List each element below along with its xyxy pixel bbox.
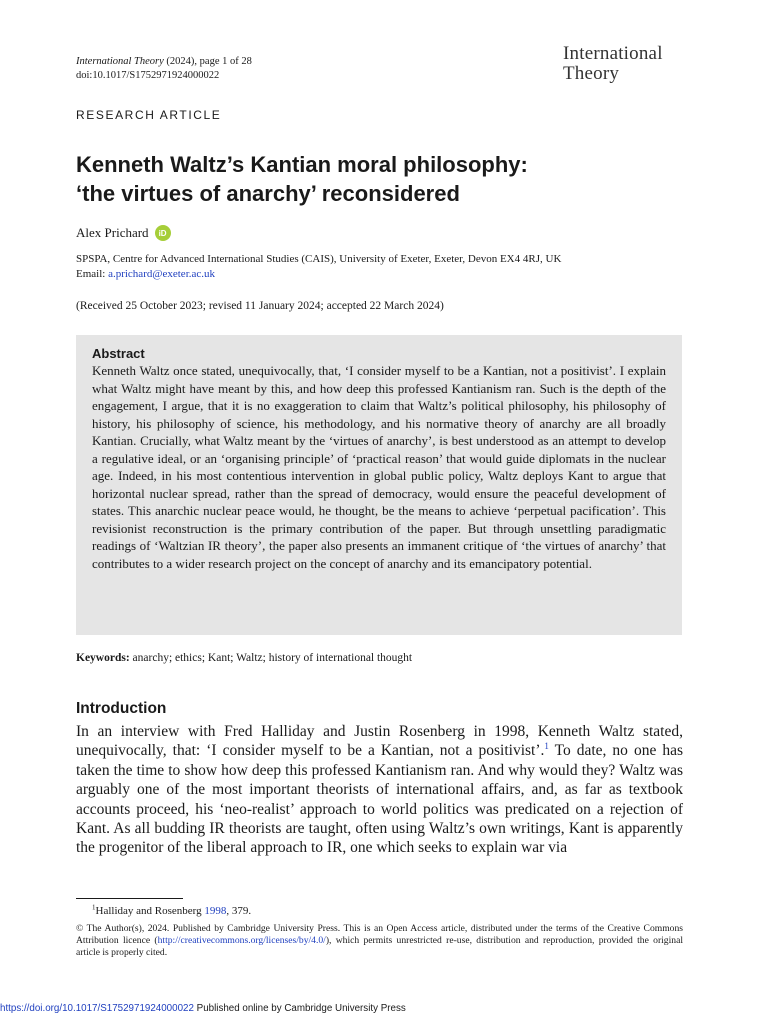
license-link[interactable]: http://creativecommons.org/licenses/by/4.0/ (157, 935, 326, 947)
journal-citation (76, 55, 252, 83)
introduction-heading: Introduction (76, 700, 167, 717)
journal-logo-line1: International (563, 43, 663, 64)
email-label: Email: (76, 268, 109, 280)
author-row (76, 225, 171, 241)
orcid-icon[interactable]: iD (155, 225, 171, 241)
intro-text-part2: To date, no one has taken the time to show how deep this professed Kantianism ran. And why would they? Waltz was arguably one of the most important theorists of international affairs, and, as far as textbook accounts proceed, his ‘neo-realist’ approach to world politics was predicated on a rejection of Kant. As all budding IR theorists are taught, often using Waltz’s own writings, Kant is apparently the progenitor of the liberal approach to IR, one which seeks to explain war via (76, 742, 683, 857)
article-type: RESEARCH ARTICLE (76, 108, 222, 122)
journal-doi: doi:10.1017/S1752971924000022 (76, 70, 220, 81)
footnote-text-after: , 379. (226, 905, 252, 917)
footnote-1 (92, 905, 251, 917)
footnote-year-link[interactable]: 1998 (204, 905, 227, 917)
abstract-text: Kenneth Waltz once stated, unequivocally, that, ‘I consider myself to be a Kantian, not a positivist’. I explain what Waltz might have meant by this, and how deep this professed Kantianism ran. Such is the depth of the engagement, I argue, that it is no exaggeration to claim that Waltz’s political philosophy, his philosophy of history, his philosophy of science, his methodology, and his normative theory of anarchy are all broadly Kantian. Crucially, what Waltz meant by the ‘virtues of anarchy’, is best understood as an attempt to develop a regulative ideal, or an ‘organising principle’ of ‘practical reason’ that would guide diplomats in the nuclear age. Indeed, in his most contentious intervention in global public policy, Waltz deploys Kant to argue that horizontal nuclear spread, rather than the spread of democracy, would ensure the peaceful development of states. This anarchic nuclear peace would, he thought, be the means to achieve ‘perpetual pacification’. This revisionist reconstruction is the primary contribution of the paper. But through unsettling paradigmatic readings of ‘Waltzian IR theory’, the paper also presents an immanent critique of ‘the virtues of anarchy’ that contributes to a wider research project on the concept of anarchy and its emancipatory potential. (92, 363, 666, 571)
author-email-row (76, 267, 215, 281)
article-title-line1: Kenneth Waltz’s Kantian moral philosophy: (76, 152, 528, 177)
doi-link[interactable]: https://doi.org/10.1017/S1752971924000022 (0, 1003, 194, 1014)
article-title-line2: ‘the virtues of anarchy’ reconsidered (76, 181, 460, 206)
copyright-notice (76, 923, 683, 960)
abstract-heading: Abstract (92, 346, 145, 361)
copyright-text-before: © The Author(s), 2024. Published by Cambridge University Press. This is an Open Access article, distributed under the terms of the Creative Commons Attribution licence ( (76, 923, 683, 947)
journal-pages: (2024), page 1 of 28 (163, 56, 252, 67)
journal-name: International Theory (76, 56, 164, 67)
journal-logo-line2: Theory (563, 63, 620, 84)
intro-text-part1: In an interview with Fred Halliday and Justin Rosenberg in 1998, Kenneth Waltz stated, unequivocally, that: ‘I consider myself to be a Kantian, not a positivist’. (76, 723, 683, 760)
copyright-text-after: ), which permits unrestricted re-use, distribution and reproduction, provided the original article is properly cited. (76, 935, 683, 959)
article-title (76, 150, 696, 208)
introduction-text (76, 722, 683, 858)
author-name: Alex Prichard (76, 225, 149, 240)
keywords-label: Keywords: (76, 652, 130, 664)
abstract-box (76, 335, 682, 635)
email-link[interactable]: a.prichard@exeter.ac.uk (108, 268, 216, 280)
footnote-text-before: Halliday and Rosenberg (95, 905, 205, 917)
keywords (76, 652, 412, 664)
bottom-bar (0, 1003, 768, 1014)
received-dates: (Received 25 October 2023; revised 11 January 2024; accepted 22 March 2024) (76, 300, 444, 312)
published-online: Published online by Cambridge University Press (193, 1003, 406, 1014)
journal-logo (563, 44, 663, 84)
footnote-ref-1[interactable]: 1 (544, 741, 549, 752)
author-affiliation: SPSPA, Centre for Advanced International Studies (CAIS), University of Exeter, Exeter, Devon EX4 4RJ, UK (76, 253, 562, 265)
footnote-divider (76, 898, 183, 899)
keywords-list: anarchy; ethics; Kant; Waltz; history of international thought (129, 652, 413, 664)
footnote-marker: 1 (92, 903, 96, 912)
